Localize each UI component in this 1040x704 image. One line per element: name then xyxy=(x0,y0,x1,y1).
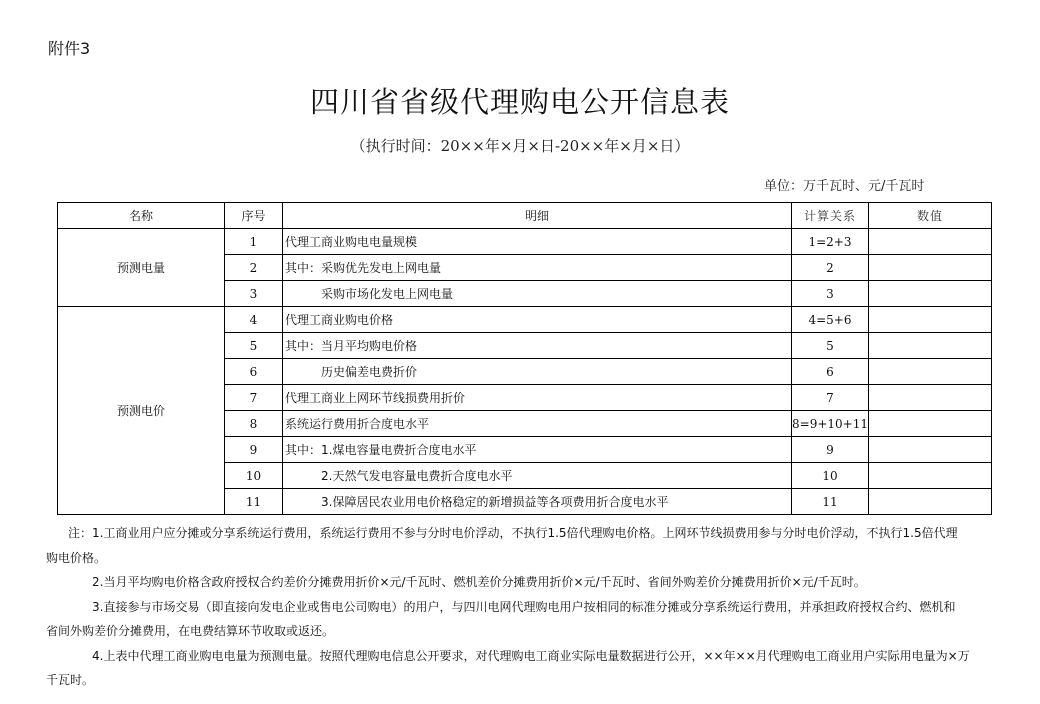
row-value xyxy=(869,489,992,515)
row-seq: 6 xyxy=(225,359,283,385)
row-seq: 1 xyxy=(225,229,283,255)
group-name-forecast-price: 预测电价 xyxy=(58,307,225,515)
unit-label: 单位：万千瓦时、元/千瓦时 xyxy=(764,179,925,194)
row-value xyxy=(869,385,992,411)
attachment-label: 附件3 xyxy=(48,39,91,58)
header-seq: 序号 xyxy=(225,203,283,229)
row-seq: 4 xyxy=(225,307,283,333)
row-formula: 2 xyxy=(792,255,869,281)
header-name: 名称 xyxy=(58,203,225,229)
row-seq: 7 xyxy=(225,385,283,411)
row-formula: 9 xyxy=(792,437,869,463)
row-value xyxy=(869,359,992,385)
row-seq: 2 xyxy=(225,255,283,281)
row-value xyxy=(869,229,992,255)
row-value xyxy=(869,255,992,281)
execution-period: （执行时间：20××年×月×日-20××年×月×日） xyxy=(350,137,690,155)
row-detail: 系统运行费用折合度电水平 xyxy=(283,411,792,437)
row-formula: 1=2+3 xyxy=(792,229,869,255)
note-3-line-2: 省间外购差价分摊费用，在电费结算环节收取或返还。 xyxy=(46,624,335,638)
document-title: 四川省省级代理购电公开信息表 xyxy=(309,85,730,119)
row-formula: 7 xyxy=(792,385,869,411)
row-detail: 3.保障居民农业用电价格稳定的新增损益等各项费用折合度电水平 xyxy=(283,489,792,515)
header-value: 数值 xyxy=(869,203,992,229)
row-formula: 4=5+6 xyxy=(792,307,869,333)
header-formula: 计算关系 xyxy=(792,203,869,229)
row-formula: 5 xyxy=(792,333,869,359)
row-detail: 2.天然气发电容量电费折合度电水平 xyxy=(283,463,792,489)
row-formula: 8=9+10+11 xyxy=(792,411,869,437)
group-name-forecast-volume: 预测电量 xyxy=(58,229,225,307)
note-4-line-2: 千瓦时。 xyxy=(46,673,95,687)
row-seq: 8 xyxy=(225,411,283,437)
note-3-line-1: 3.直接参与市场交易（即直接向发电企业或售电公司购电）的用户，与四川电网代理购电用户按相同的标准分摊或分享系统运行费用，并承担政府授权合约、燃机和 xyxy=(92,599,956,614)
note-4-line-1: 4.上表中代理工商业购电电量为预测电量。按照代理购电信息公开要求，对代理购电工商业实际电量数据进行公开，××年××月代理购电工商业用户实际用电量为×万 xyxy=(92,648,970,663)
row-formula: 6 xyxy=(792,359,869,385)
row-value xyxy=(869,281,992,307)
note-2: 2.当月平均购电价格含政府授权合约差价分摊费用折价×元/千瓦时、燃机差价分摊费用折价×元/千瓦时、省间外购差价分摊费用折价×元/千瓦时。 xyxy=(92,575,866,589)
row-value xyxy=(869,307,992,333)
row-detail: 代理工商业购电电量规模 xyxy=(283,229,792,255)
row-detail: 代理工商业购电价格 xyxy=(283,307,792,333)
row-detail: 其中：采购优先发电上网电量 xyxy=(283,255,792,281)
row-seq: 10 xyxy=(225,463,283,489)
note-1-line-1: 注：1.工商业用户应分摊或分享系统运行费用，系统运行费用不参与分时电价浮动，不执行1.5倍代理购电价格。上网环节线损费用参与分时电价浮动，不执行1.5倍代理 xyxy=(68,526,958,540)
table-header-row xyxy=(58,203,992,229)
row-detail: 代理工商业上网环节线损费用折价 xyxy=(283,385,792,411)
row-detail: 采购市场化发电上网电量 xyxy=(283,281,792,307)
row-value xyxy=(869,411,992,437)
row-detail: 其中：1.煤电容量电费折合度电水平 xyxy=(283,437,792,463)
row-value xyxy=(869,463,992,489)
row-formula: 11 xyxy=(792,489,869,515)
table-row xyxy=(58,307,992,333)
row-value xyxy=(869,333,992,359)
info-table xyxy=(57,202,992,515)
row-formula: 10 xyxy=(792,463,869,489)
notes-section xyxy=(46,521,976,693)
row-seq: 9 xyxy=(225,437,283,463)
row-detail: 历史偏差电费折价 xyxy=(283,359,792,385)
row-detail: 其中：当月平均购电价格 xyxy=(283,333,792,359)
header-detail: 明细 xyxy=(283,203,792,229)
row-seq: 5 xyxy=(225,333,283,359)
row-seq: 11 xyxy=(225,489,283,515)
row-formula: 3 xyxy=(792,281,869,307)
row-value xyxy=(869,437,992,463)
row-seq: 3 xyxy=(225,281,283,307)
table-row xyxy=(58,229,992,255)
note-1-line-2: 购电价格。 xyxy=(46,550,107,565)
